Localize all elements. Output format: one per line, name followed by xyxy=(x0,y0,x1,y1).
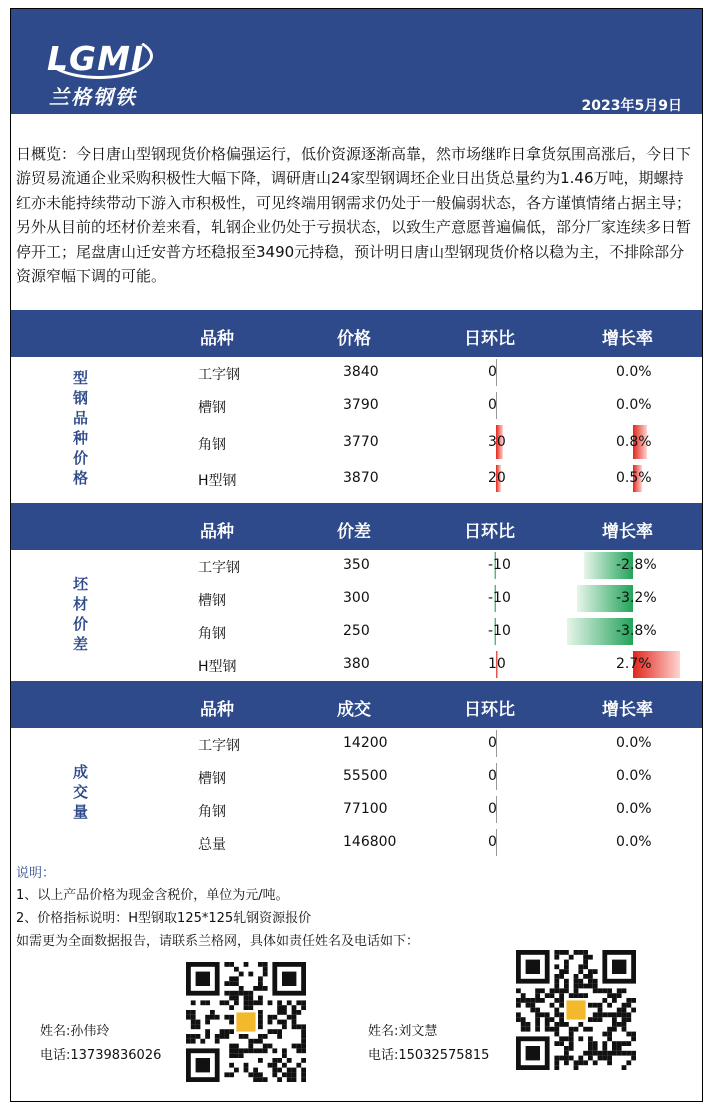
contact-name-2: 姓名:刘文慧 xyxy=(368,1024,438,1039)
change-cell: -10 xyxy=(488,557,511,573)
change-cell: 0 xyxy=(488,397,497,413)
value-cell: 55500 xyxy=(343,768,388,784)
table-row xyxy=(150,793,702,826)
rate-cell: 0.0% xyxy=(616,768,652,784)
product-name: 工字钢 xyxy=(198,560,240,576)
contact-phone-1: 电话:13739836026 xyxy=(40,1048,162,1063)
change-cell: 0 xyxy=(488,834,497,850)
value-cell: 3770 xyxy=(343,433,379,450)
column-header: 品种 xyxy=(200,329,234,349)
product-name: 角钢 xyxy=(198,436,226,453)
change-cell: -10 xyxy=(488,623,511,639)
product-name: 槽钢 xyxy=(198,593,226,609)
value-cell: 350 xyxy=(343,557,370,573)
contact-name-1: 姓名:孙伟玲 xyxy=(40,1024,110,1039)
table-row xyxy=(150,615,702,648)
product-name: 角钢 xyxy=(198,626,226,642)
notes-title: 说明： xyxy=(16,866,56,881)
rate-cell: 0.5% xyxy=(616,470,652,486)
note-line-3: 如需更为全面数据报告，请联系兰格网，具体如责任姓名及电话如下： xyxy=(16,934,420,949)
column-header: 品种 xyxy=(200,700,234,720)
table-row xyxy=(150,422,702,462)
section-side-label xyxy=(11,356,150,504)
value-cell: 146800 xyxy=(343,834,397,850)
value-cell: 300 xyxy=(343,590,370,606)
table-row xyxy=(150,549,702,582)
product-name: H型钢 xyxy=(198,473,237,489)
logo-chinese: 兰格钢铁 xyxy=(49,85,137,109)
rate-cell: 0.0% xyxy=(616,397,652,413)
change-cell: 0 xyxy=(488,801,497,817)
column-header: 增长率 xyxy=(602,522,653,542)
column-header: 品种 xyxy=(200,522,234,542)
section-side-label xyxy=(11,727,150,860)
column-header: 增长率 xyxy=(602,329,653,349)
value-cell: 14200 xyxy=(343,735,388,751)
change-cell: -10 xyxy=(488,590,511,606)
product-name: H型钢 xyxy=(198,659,237,675)
table-row xyxy=(150,826,702,859)
section-side-label xyxy=(11,549,150,682)
change-cell: 0 xyxy=(488,768,497,784)
qr-code-icon xyxy=(186,962,306,1082)
note-line-2: 2、价格指标说明：H型钢取125*125轧钢资源报价 xyxy=(16,911,312,926)
table-header-band xyxy=(11,310,702,357)
product-name: 槽钢 xyxy=(198,771,226,787)
rate-cell: 0.0% xyxy=(616,364,652,380)
column-header: 价差 xyxy=(337,522,371,542)
table-row xyxy=(150,462,702,495)
column-header: 日环比 xyxy=(464,522,515,542)
table-row xyxy=(150,727,702,760)
column-header: 日环比 xyxy=(464,329,515,349)
section-label-text: 成交量 xyxy=(71,763,89,824)
section-label-text: 型钢品种价格 xyxy=(71,370,89,490)
table-header-band xyxy=(11,503,702,550)
product-name: 槽钢 xyxy=(198,400,226,416)
qr-code-icon xyxy=(516,950,636,1070)
logo-latin: LGMI xyxy=(47,39,145,78)
change-cell: 0 xyxy=(488,364,497,380)
value-cell: 3790 xyxy=(343,397,379,413)
change-cell: 0 xyxy=(488,735,497,751)
rate-cell: 2.7% xyxy=(616,656,652,672)
contact-phone-2: 电话:15032575815 xyxy=(368,1048,490,1063)
value-cell: 3870 xyxy=(343,470,379,486)
value-cell: 77100 xyxy=(343,801,388,817)
report-date: 2023年5月9日 xyxy=(581,98,682,114)
table-header-band xyxy=(11,681,702,728)
table-row xyxy=(150,582,702,615)
daily-overview: 日概览：今日唐山型钢现货价格偏强运行，低价资源逐渐高靠，然市场继昨日拿货氛围高涨后，今日下游贸易流通企业采购积极性大幅下降，调研唐山24家型钢调坯企业日出货总量约为1.46万吨，期螺持红亦未能持续带动下游入市积极性，可见终端用钢需求仍处于一般偏弱状态，各方谨慎情绪占据主导；另外从目前的坯材价差来看，轧钢企业仍处于亏损状态，以致生产意愿普遍偏低，部分厂家连续多日暂停开工；尾盘唐山迁安普方坯稳报至3490元持稳，预计明日唐山型钢现货价格以稳为主，不排除部分资源窄幅下调的可能。 xyxy=(16,145,692,286)
product-name: 总量 xyxy=(198,837,226,853)
rate-cell: 0.0% xyxy=(616,834,652,850)
product-name: 工字钢 xyxy=(198,367,240,383)
rate-cell: 0.8% xyxy=(616,433,652,450)
column-header: 日环比 xyxy=(464,700,515,720)
change-cell: 10 xyxy=(488,656,506,672)
value-cell: 380 xyxy=(343,656,370,672)
value-cell: 3840 xyxy=(343,364,379,380)
note-line-1: 1、以上产品价格为现金含税价，单位为元/吨。 xyxy=(16,888,289,903)
rate-cell: 0.0% xyxy=(616,735,652,751)
table-row xyxy=(150,760,702,793)
column-header: 价格 xyxy=(337,329,371,349)
table-row xyxy=(150,648,702,681)
rate-cell: 0.0% xyxy=(616,801,652,817)
rate-cell: -3.2% xyxy=(616,590,657,606)
column-header: 成交 xyxy=(337,700,371,720)
rate-cell: -2.8% xyxy=(616,557,657,573)
report-header xyxy=(11,9,702,114)
table-row xyxy=(150,389,702,422)
change-cell: 20 xyxy=(488,470,506,486)
value-cell: 250 xyxy=(343,623,370,639)
change-cell: 30 xyxy=(488,433,506,450)
table-row xyxy=(150,356,702,389)
product-name: 工字钢 xyxy=(198,738,240,754)
rate-cell: -3.8% xyxy=(616,623,657,639)
column-header: 增长率 xyxy=(602,700,653,720)
section-label-text: 坯材价差 xyxy=(71,575,89,656)
product-name: 角钢 xyxy=(198,804,226,820)
